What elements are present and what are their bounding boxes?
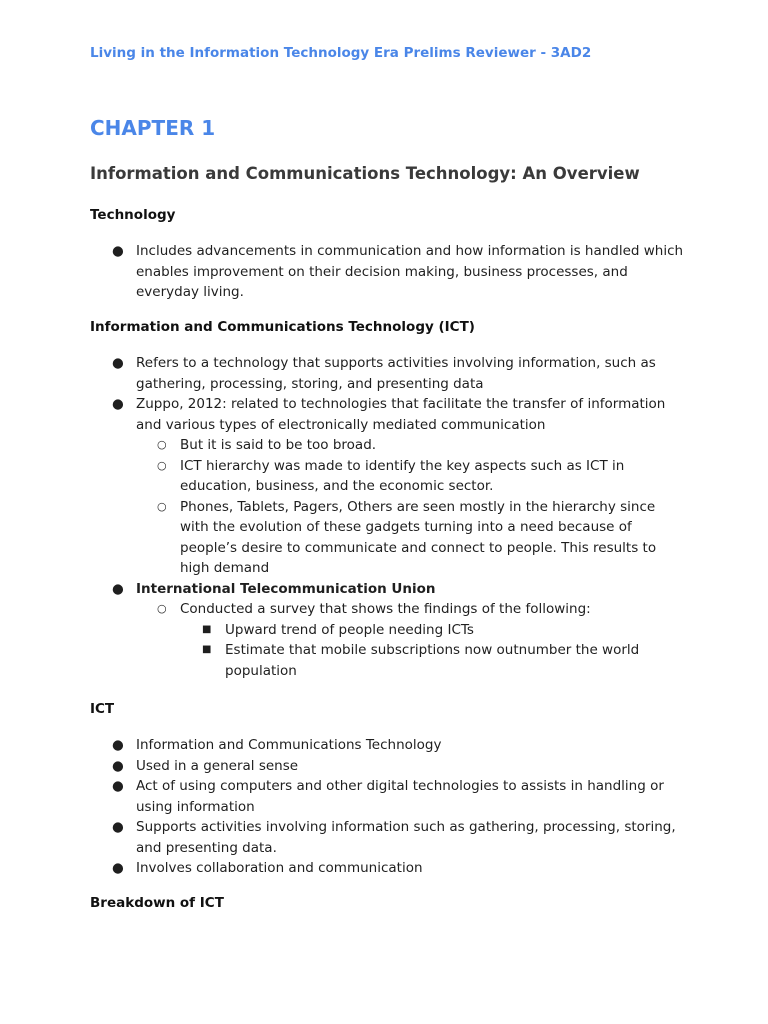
circle-bullet-icon: ○ (157, 438, 167, 451)
list-item: ● Information and Communications Technology (90, 735, 688, 756)
list-item: ● Refers to a technology that supports activities involving information, such as gathering, processing, storing, and presenting data (112, 355, 656, 392)
chapter-title: CHAPTER 1 (90, 116, 216, 140)
list-item: ● Zuppo, 2012: related to technologies that facilitate the transfer of information and various types of electronically mediated communication ○ But it is said to be too broad. ○ ICT hierarchy was made to identify the key aspects such as ICT in education, business, and the economic sector. ○ Phones, Tablets, Pagers, Others are seen mostly in the hierarchy since with the evolution of these gadgets turning into a need because of people’s desire to communicate and connect to people. This results to high demand (90, 394, 688, 579)
ict-section (90, 699, 688, 879)
ict-heading: ICT (90, 701, 115, 717)
list-item: ■ Upward trend of people needing ICTs (180, 620, 688, 641)
circle-bullet-icon: ○ (157, 458, 167, 472)
technology-list (90, 241, 688, 303)
square-bullet-icon: ■ (202, 623, 212, 635)
technology-section (90, 205, 688, 303)
ict-list (90, 735, 688, 879)
list-item: ○ Phones, Tablets, Pagers, Others are seen mostly in the hierarchy since with the evolution of these gadgets turning into a need because of people’s desire to communicate and connect to people. This results to high demand (157, 498, 657, 576)
list-item: ○ But it is said to be too broad. (135, 435, 688, 456)
list-item: ■ Estimate that mobile subscriptions now outnumber the world population (202, 642, 640, 679)
bullet-icon: ● (112, 355, 124, 371)
list-item: ○ ICT hierarchy was made to identify the key aspects such as ICT in education, business, and the economic sector. (157, 457, 625, 494)
bullet-icon: ● (112, 243, 124, 259)
document-header: Living in the Information Technology Era Prelims Reviewer - 3AD2 (90, 45, 592, 61)
bullet-icon: ● (112, 778, 124, 794)
list-item: ● Used in a general sense (90, 756, 688, 777)
breakdown-section (90, 893, 688, 913)
list-item: ● Act of using computers and other digital technologies to assists in handling or using information (112, 778, 664, 815)
ict-definition-heading: Information and Communications Technology (ICT) (90, 319, 475, 335)
bullet-icon: ● (112, 819, 124, 835)
circle-bullet-icon: ○ (157, 499, 167, 513)
breakdown-heading: Breakdown of ICT (90, 895, 224, 911)
technology-heading: Technology (90, 207, 176, 223)
list-item: ○ Conducted a survey that shows the findings of the following: ■ Upward trend of people needing ICTs ■ Estimate that mobile subscriptions now outnumber the world population (135, 599, 688, 681)
list-item: ● Supports activities involving information such as gathering, processing, storing, and presenting data. (112, 819, 676, 856)
ict-definition-list (90, 353, 688, 681)
list-item: ● Involves collaboration and communication (90, 858, 688, 879)
sub-list (135, 599, 688, 681)
sub-list (135, 435, 688, 579)
square-bullet-icon: ■ (202, 644, 212, 655)
sub-sub-list (180, 620, 688, 682)
list-item: ● Includes advancements in communication and how information is handled which enables improvement on their decision making, business processes, and everyday living. (112, 243, 684, 300)
bullet-icon: ● (112, 757, 124, 774)
bullet-icon: ● (112, 396, 124, 412)
circle-bullet-icon: ○ (157, 602, 167, 615)
bullet-icon: ● (112, 737, 124, 753)
list-item: ● International Telecommunication Union ○ Conducted a survey that shows the findings of the following: ■ Upward trend of people needing ICTs ■ Estimate that mobile subscriptions now outnumber the world population (90, 579, 688, 682)
bullet-icon: ● (112, 580, 124, 597)
section-title: Information and Communications Technology: An Overview (90, 164, 640, 183)
bullet-icon: ● (112, 860, 124, 876)
ict-definition-section (90, 317, 688, 681)
